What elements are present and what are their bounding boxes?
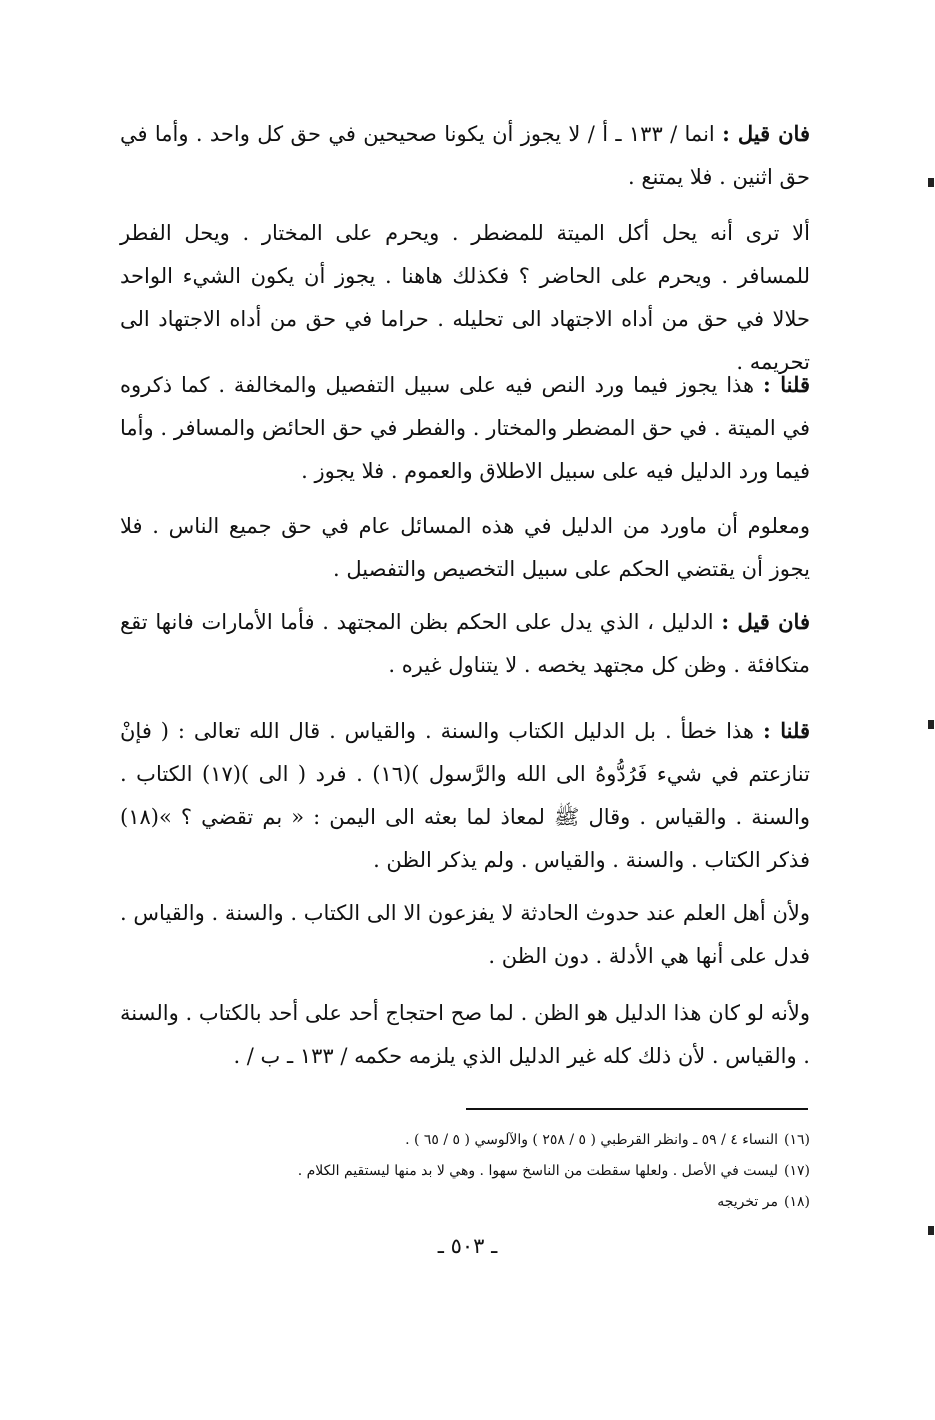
footnote-18 bbox=[120, 1187, 810, 1218]
paragraph-8 bbox=[120, 992, 810, 1078]
footnote-separator bbox=[466, 1108, 808, 1110]
paragraph-lead: فان قيل : bbox=[722, 121, 810, 146]
paragraph-7 bbox=[120, 892, 810, 978]
paragraph-text: ولأنه لو كان هذا الدليل هو الظن . لما صح احتجاج أحد على أحد بالكتاب . والسنة . والقياس . لأن ذلك كله غير الدليل الذي يلزمه حكمه / ١٣٣ ـ ب / . bbox=[120, 1001, 810, 1068]
paragraph-text: ولأن أهل العلم عند حدوث الحادثة لا يفزعون الا الى الكتاب . والسنة . والقياس . فدل على أنها هي الأدلة . دون الظن . bbox=[120, 901, 810, 968]
margin-mark bbox=[928, 1226, 934, 1235]
paragraph-lead: قلنا : bbox=[763, 372, 810, 397]
footnote-16 bbox=[120, 1125, 810, 1156]
footnotes bbox=[120, 1125, 810, 1218]
paragraph-text: ألا ترى أنه يحل أكل الميتة للمضطر . ويحرم على المختار . ويحل الفطر للمسافر . ويحرم على الحاضر ؟ فكذلك هاهنا . يجوز أن يكون الشيء الواحد حلالا في حق من أداه الاجتهاد الى تحليله . حراما في حق من أداه الاجتهاد الى تحريمه . bbox=[120, 221, 810, 374]
footnote-number: (١٧) bbox=[784, 1163, 810, 1179]
paragraph-3 bbox=[120, 363, 810, 493]
paragraph-text: ومعلوم أن ماورد من الدليل في هذه المسائل عام في حق جميع الناس . فلا يجوز أن يقتضي الحكم على سبيل التخصيص والتفصيل . bbox=[120, 514, 810, 581]
paragraph-text: هذا خطأ . بل الدليل الكتاب والسنة . والقياس . قال الله تعالى : ( فإنْ تنازعتم في شيء فَرُدُّوهُ الى الله والرَّسول )(١٦) . فرد ( الى )(١٧) الكتاب . والسنة . والقياس . وقال ﷺ لمعاذ لما بعثه الى اليمن : « بم تقضي ؟ »(١٨) فذكر الكتاب . والسنة . والقياس . ولم يذكر الظن . bbox=[120, 719, 810, 872]
paragraph-text: انما / ١٣٣ ـ أ / لا يجوز أن يكونا صحيحين في حق كل واحد . وأما في حق اثنين . فلا يمتنع . bbox=[120, 122, 810, 189]
footnote-number: (١٨) bbox=[784, 1194, 810, 1210]
footnote-number: (١٦) bbox=[784, 1132, 810, 1148]
footnote-text: مر تخريجه bbox=[717, 1194, 779, 1210]
margin-mark bbox=[928, 178, 934, 187]
paragraph-5 bbox=[120, 600, 810, 687]
paragraph-1 bbox=[120, 112, 810, 199]
margin-mark bbox=[928, 720, 934, 729]
paragraph-2 bbox=[120, 212, 810, 384]
paragraph-4 bbox=[120, 505, 810, 591]
footnote-text: ليست في الأصل . ولعلها سقطت من الناسخ سهوا . وهي لا بد منها ليستقيم الكلام . bbox=[297, 1163, 779, 1179]
paragraph-text: الدليل ، الذي يدل على الحكم بظن المجتهد . فأما الأمارات فانها تقع متكافئة . وظن كل مجتهد يخصه . لا يتناول غيره . bbox=[120, 610, 810, 677]
footnote-17 bbox=[120, 1156, 810, 1187]
paragraph-lead: فان قيل : bbox=[721, 609, 810, 634]
paragraph-6 bbox=[120, 709, 810, 882]
paragraph-lead: قلنا : bbox=[762, 718, 810, 743]
page-number: ـ ٥٠٣ ـ bbox=[437, 1234, 498, 1258]
paragraph-text: هذا يجوز فيما ورد النص فيه على سبيل التفصيل والمخالفة . كما ذكروه في الميتة . في حق المضطر والمختار . والفطر في حق الحائض والمسافر . وأما فيما ورد الدليل فيه على سبيل الاطلاق والعموم . فلا يجوز . bbox=[120, 373, 810, 483]
footnote-text: النساء ٤ / ٥٩ ـ وانظر القرطبي ( ٥ / ٢٥٨ ) والآلوسي ( ٥ / ٦٥ ) . bbox=[405, 1132, 779, 1148]
